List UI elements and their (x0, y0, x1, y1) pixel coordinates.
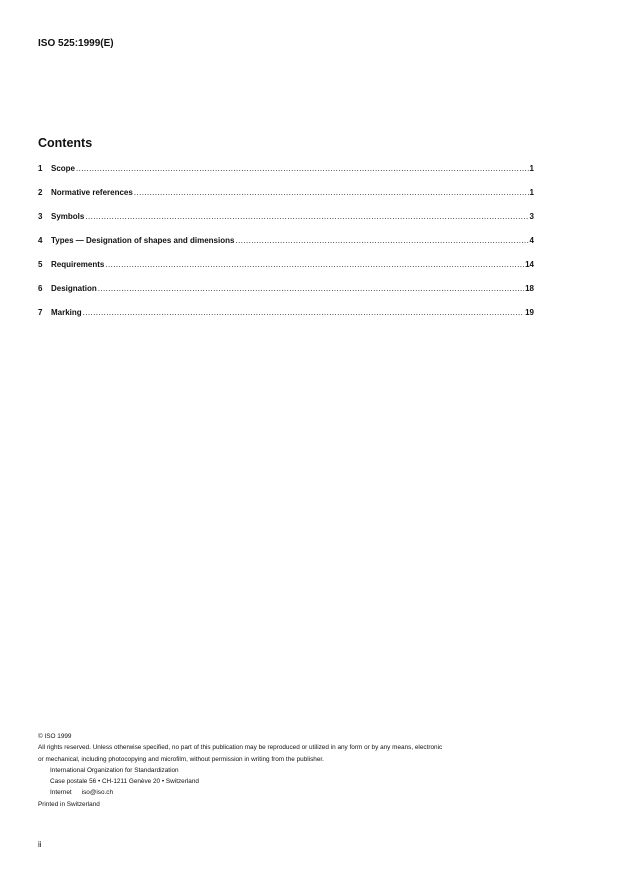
toc-item[interactable] (38, 164, 534, 176)
rights-line-1: All rights reserved. Unless otherwise specified, no part of this publication may be reproduced or utilized in any form or by any means, electronic (38, 744, 443, 752)
toc-num: 4 (38, 236, 43, 245)
document-id: ISO 525:1999(E) (38, 38, 114, 49)
contents-title: Contents (38, 136, 93, 150)
toc-leader (85, 212, 528, 221)
toc-page: 14 (525, 260, 534, 269)
toc-item[interactable] (38, 188, 534, 200)
toc-leader (76, 164, 529, 173)
toc-label: Normative references (51, 188, 133, 197)
internet-line (38, 787, 442, 798)
toc-page: 3 (529, 212, 534, 221)
toc-num: 6 (38, 284, 43, 293)
toc-item[interactable] (38, 308, 534, 320)
copyright-block (38, 731, 442, 810)
toc-leader (98, 284, 524, 293)
toc-label: Types — Designation of shapes and dimensions (51, 236, 235, 245)
rights-line-2: or mechanical, including photocopying and microfilm, without permission in writing from the publisher. (38, 755, 324, 763)
toc-item[interactable] (38, 284, 534, 296)
toc-page: 19 (525, 308, 534, 317)
toc-page: 1 (529, 188, 534, 197)
copyright-line: © ISO 1999 (38, 733, 72, 740)
toc-label: Scope (51, 164, 76, 173)
org-name: International Organization for Standardization (50, 766, 179, 774)
toc-item[interactable] (38, 212, 534, 224)
internet-email[interactable]: iso@iso.ch (81, 789, 114, 797)
page-number: ii (38, 840, 42, 849)
toc-num: 2 (38, 188, 43, 197)
toc-leader (235, 236, 528, 245)
toc-leader (105, 260, 524, 269)
toc-label: Requirements (51, 260, 105, 269)
toc-page: 4 (529, 236, 534, 245)
toc-page: 1 (529, 164, 534, 173)
toc-label: Marking (51, 308, 82, 317)
toc-num: 1 (38, 164, 43, 173)
toc-num: 5 (38, 260, 43, 269)
toc-num: 7 (38, 308, 43, 317)
toc-num: 3 (38, 212, 43, 221)
toc-item[interactable] (38, 260, 534, 272)
toc-label: Symbols (51, 212, 85, 221)
toc-item[interactable] (38, 236, 534, 248)
toc-leader (134, 188, 529, 197)
org-address: Case postale 56 • CH-1211 Genève 20 • Switzerland (50, 778, 199, 786)
printed-in: Printed in Switzerland (38, 800, 100, 808)
toc-label: Designation (51, 284, 97, 293)
toc-leader (83, 308, 524, 317)
internet-label: Internet (50, 789, 72, 797)
toc-page: 18 (525, 284, 534, 293)
